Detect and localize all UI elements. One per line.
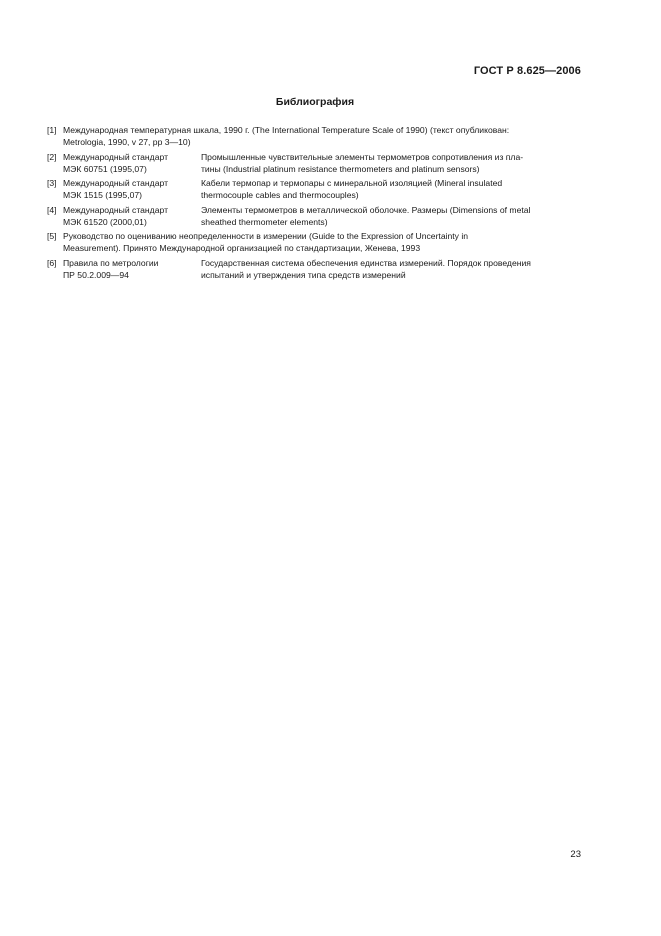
- entry-description-line: испытаний и утверждения типа средств измерений: [201, 269, 406, 280]
- entry-text: [63, 124, 583, 148]
- entry-number: [1]: [47, 125, 57, 135]
- entry-number: [5]: [47, 231, 57, 242]
- entry-source: [63, 204, 201, 228]
- entry-description: [201, 151, 583, 175]
- entry-source-line: МЭК 61520 (2000,01): [63, 216, 147, 227]
- entry-source: [63, 257, 201, 281]
- entry-source: [63, 151, 201, 175]
- bibliography-entry-1: [47, 124, 583, 148]
- entry-description-line: Государственная система обеспечения единства измерений. Порядок проведения: [201, 257, 531, 268]
- entry-source-line: МЭК 60751 (1995,07): [63, 163, 147, 174]
- entry-source-line: ПР 50.2.009—94: [63, 269, 129, 280]
- entry-source-line: Международный стандарт: [63, 178, 169, 189]
- entry-description-line: sheathed thermometer elements): [201, 216, 328, 227]
- bibliography-entry-4: [47, 204, 583, 228]
- entry-number: [6]: [47, 257, 57, 268]
- entry-description: [201, 204, 583, 228]
- entry-source-line: МЭК 1515 (1995,07): [63, 190, 143, 201]
- entry-source-line: Правила по метрологии: [63, 257, 159, 268]
- entry-text-line: Measurement). Принято Международной организацией по стандартизации, Женева, 1993: [63, 243, 421, 254]
- entry-number: [2]: [47, 151, 57, 162]
- page-number: 23: [570, 849, 581, 860]
- bibliography-entry-6: [47, 257, 583, 281]
- bibliography-entry-5: [47, 230, 583, 254]
- entry-text-line: Metrologia, 1990, v 27, pp 3—10): [63, 137, 191, 147]
- section-title: Библиография: [275, 96, 355, 108]
- entry-description-line: thermocouple cables and thermocouples): [201, 190, 359, 201]
- entry-description-line: Промышленные чувствительные элементы термометров сопротивления из пла-: [201, 151, 524, 162]
- bibliography-entry-3: [47, 177, 583, 201]
- entry-text: [63, 230, 583, 254]
- entry-number: [4]: [47, 204, 57, 215]
- entry-text-line: Международная температурная шкала, 1990 г. (The International Temperature Scale of 1990) (текст опубликован:: [63, 125, 510, 135]
- entry-description-line: Кабели термопар и термопары с минеральной изоляцией (Mineral insulated: [201, 178, 503, 189]
- entry-description-line: Элементы термометров в металлической оболочке. Размеры (Dimensions of metal: [201, 204, 531, 215]
- entry-text-line: Руководство по оцениванию неопределенности в измерении (Guide to the Expression of Uncertainty in: [63, 231, 469, 242]
- bibliography-list: [47, 124, 583, 284]
- entry-number: [3]: [47, 178, 57, 189]
- entry-source-line: Международный стандарт: [63, 204, 169, 215]
- entry-source: [63, 177, 201, 201]
- entry-description-line: тины (Industrial platinum resistance thermometers and platinum sensors): [201, 163, 480, 174]
- entry-description: [201, 177, 583, 201]
- bibliography-entry-2: [47, 151, 583, 175]
- document-code: ГОСТ Р 8.625—2006: [473, 65, 581, 77]
- entry-source-line: Международный стандарт: [63, 151, 169, 162]
- entry-description: [201, 257, 583, 281]
